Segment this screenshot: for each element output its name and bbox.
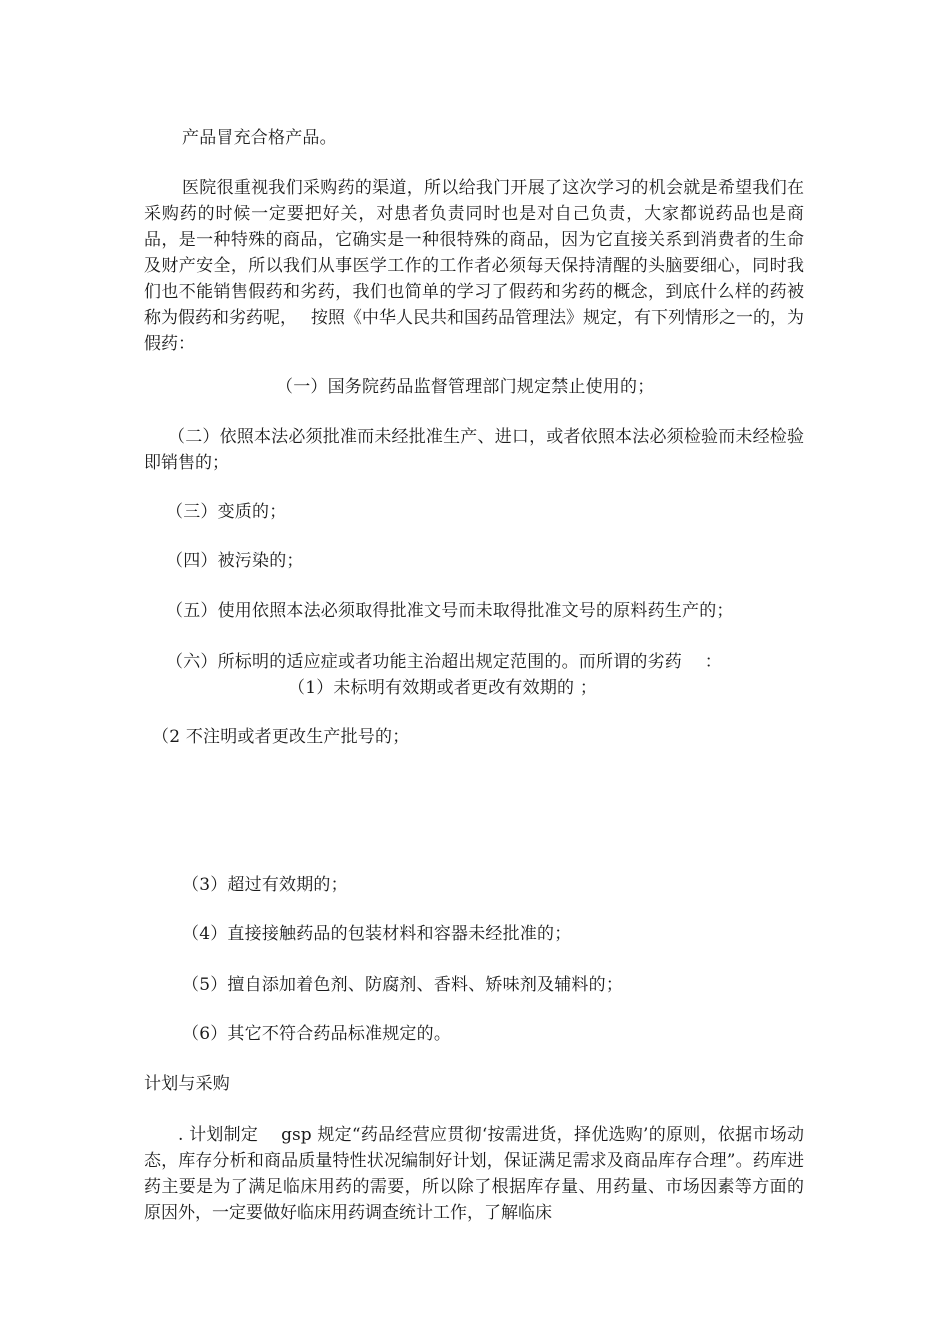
inferior-drug-item-1: （1）未标明有效期或者更改有效期的 ；: [288, 678, 598, 698]
fake-drug-item-6: （六）所标明的适应症或者功能主治超出规定范围的。而所谓的劣药 ：: [166, 652, 723, 672]
fake-drug-item-3: （三）变质的；: [166, 502, 287, 522]
section-heading: 计划与采购: [144, 1074, 230, 1094]
intro-paragraph: 医院很重视我们采购药的渠道，所以给我门开展了这次学习的机会就是希望我们在采购药的时候一定要把好关，对患者负责同时也是对自己负责，大家都说药品也是商品，是一种特殊的商品，它确实是一种很特殊的商品，因为它直接关系到消费者的生命及财产安全，所以我们从事医学工作的工作者必须每天保持清醒的头脑要细心，同时我们也不能销售假药和劣药，我们也简单的学习了假药和劣药的概念，到底什么样的药被称为假药和劣药呢， 按照《中华人民共和国药品管理法》规定，有下列情形之一的，为假药：: [144, 178, 804, 354]
fake-drug-item-2: （二）依照本法必须批准而未经批准生产、进口，或者依照本法必须检验而未经检验即销售的；: [144, 427, 804, 473]
inferior-drug-item-4: （4）直接接触药品的包装材料和容器未经批准的；: [182, 924, 572, 944]
inferior-drug-item-3: （3）超过有效期的；: [182, 875, 348, 895]
fake-drug-item-1: （一）国务院药品监督管理部门规定禁止使用的；: [276, 377, 655, 397]
fake-drug-item-5: （五）使用依照本法必须取得批准文号而未取得批准文号的原料药生产的；: [166, 601, 734, 621]
inferior-drug-item-2: （2 不注明或者更改生产批号的；: [152, 727, 410, 747]
inferior-drug-item-6: （6）其它不符合药品标准规定的。: [182, 1024, 452, 1044]
paragraph-continuation: 产品冒充合格产品。: [182, 128, 337, 148]
inferior-drug-item-5: （5）擅自添加着色剂、防腐剂、香料、矫味剂及辅料的；: [182, 975, 624, 995]
plan-paragraph: . 计划制定 gsp 规定“药品经营应贯彻‘按需进货，择优选购’的原则，依据市场动态，库存分析和商品质量特性状况编制好计划，保证满足需求及商品库存合理”。药库进药主要是为了满足临床用药的需要，所以除了根据库存量、用药量、市场因素等方面的原因外，一定要做好临床用药调查统计工作，了解临床: [144, 1125, 804, 1223]
fake-drug-item-4: （四）被污染的；: [166, 551, 304, 571]
